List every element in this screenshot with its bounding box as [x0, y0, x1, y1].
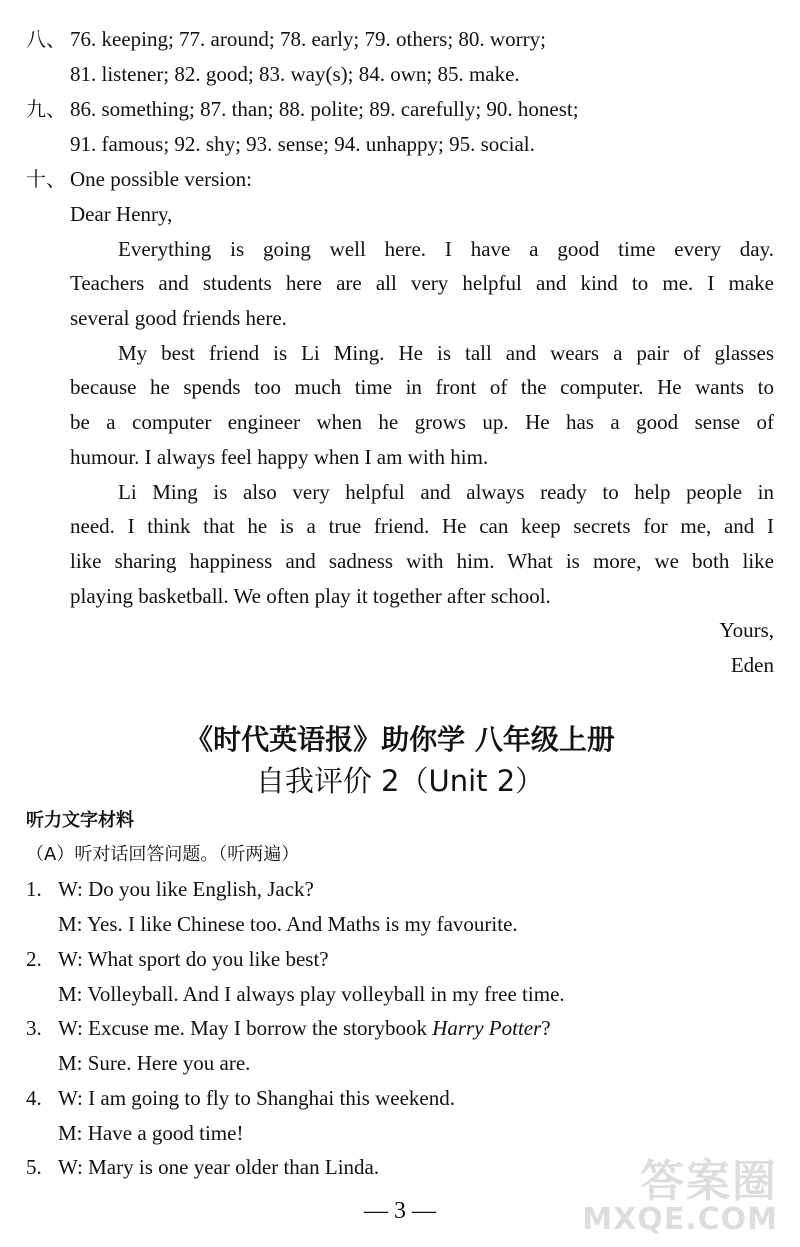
letter-line: because he spends too much time in front of the computer. He wants to: [70, 375, 774, 399]
item-number: 3.: [26, 1016, 42, 1040]
letter-greeting: Dear Henry,: [70, 202, 173, 226]
letter-line: My best friend is Li Ming. He is tall and wears a pair of glasses: [118, 341, 774, 365]
dialogue-line-w: W: Do you like English, Jack?: [58, 877, 314, 901]
section-9-answers-line-1: 86. something; 87. than; 88. polite; 89. carefully; 90. honest;: [70, 97, 579, 121]
letter-line: humour. I always feel happy when I am with him.: [70, 445, 489, 469]
dialogue-line-w: [58, 1016, 551, 1041]
watermark-text-cn: 答案圈: [640, 1156, 778, 1207]
dialogue-line-m: M: Yes. I like Chinese too. And Maths is my favourite.: [58, 912, 518, 936]
section-8-answers-line-1: 76. keeping; 77. around; 78. early; 79. others; 80. worry;: [70, 27, 546, 51]
section-10-number: 十、: [26, 167, 66, 191]
section-8-number: 八、: [26, 27, 66, 51]
watermark-logo: [582, 1145, 782, 1237]
item-number: 2.: [26, 947, 42, 971]
section-9-number: 九、: [26, 97, 66, 121]
section-8-answers-line-2: 81. listener; 82. good; 83. way(s); 84. own; 85. make.: [70, 62, 520, 86]
letter-signature: Eden: [730, 653, 774, 677]
letter-line: Teachers and students here are all very helpful and kind to me. I make: [70, 271, 774, 295]
letter-closing: Yours,: [719, 618, 774, 642]
section-9-answers-line-2: 91. famous; 92. shy; 93. sense; 94. unhappy; 95. social.: [70, 132, 535, 156]
dialogue-line-m: M: Volleyball. And I always play volleyball in my free time.: [58, 982, 565, 1006]
newspaper-title: 《时代英语报》助你学 八年级上册: [185, 723, 615, 756]
dialogue-line-w: W: I am going to fly to Shanghai this weekend.: [58, 1086, 455, 1110]
dialogue-line-m: M: Sure. Here you are.: [58, 1051, 251, 1075]
dialogue-text: W: Excuse me. May I borrow the storybook: [58, 1016, 433, 1040]
item-number: 1.: [26, 877, 42, 901]
part-a-instruction: （A）听对话回答问题。（听两遍）: [26, 844, 300, 865]
book-title: Harry Potter: [432, 1016, 542, 1040]
dialogue-line-w: W: Mary is one year older than Linda.: [58, 1155, 380, 1179]
watermark-text-en: MXQE.COM: [582, 1202, 778, 1237]
letter-line: playing basketball. We often play it together after school.: [70, 584, 551, 608]
letter-line: be a computer engineer when he grows up. He has a good sense of: [70, 410, 774, 434]
letter-line: several good friends here.: [70, 306, 287, 330]
letter-line: need. I think that he is a true friend. He can keep secrets for me, and I: [70, 514, 774, 538]
letter-line: Everything is going well here. I have a good time every day.: [118, 237, 774, 261]
dialogue-line-m: M: Have a good time!: [58, 1121, 244, 1145]
letter-line: Li Ming is also very helpful and always ready to help people in: [118, 480, 774, 504]
question-mark: ?: [541, 1016, 551, 1040]
essay-intro: One possible version:: [70, 167, 252, 191]
letter-line: like sharing happiness and sadness with him. What is more, we both like: [70, 549, 774, 573]
unit-subtitle: 自我评价 2（Unit 2）: [255, 764, 545, 798]
item-number: 4.: [26, 1086, 42, 1110]
dialogue-line-w: W: What sport do you like best?: [58, 947, 329, 971]
listening-heading: 听力文字材料: [26, 810, 134, 831]
item-number: 5.: [26, 1155, 42, 1179]
page-number: — 3 —: [364, 1198, 436, 1224]
